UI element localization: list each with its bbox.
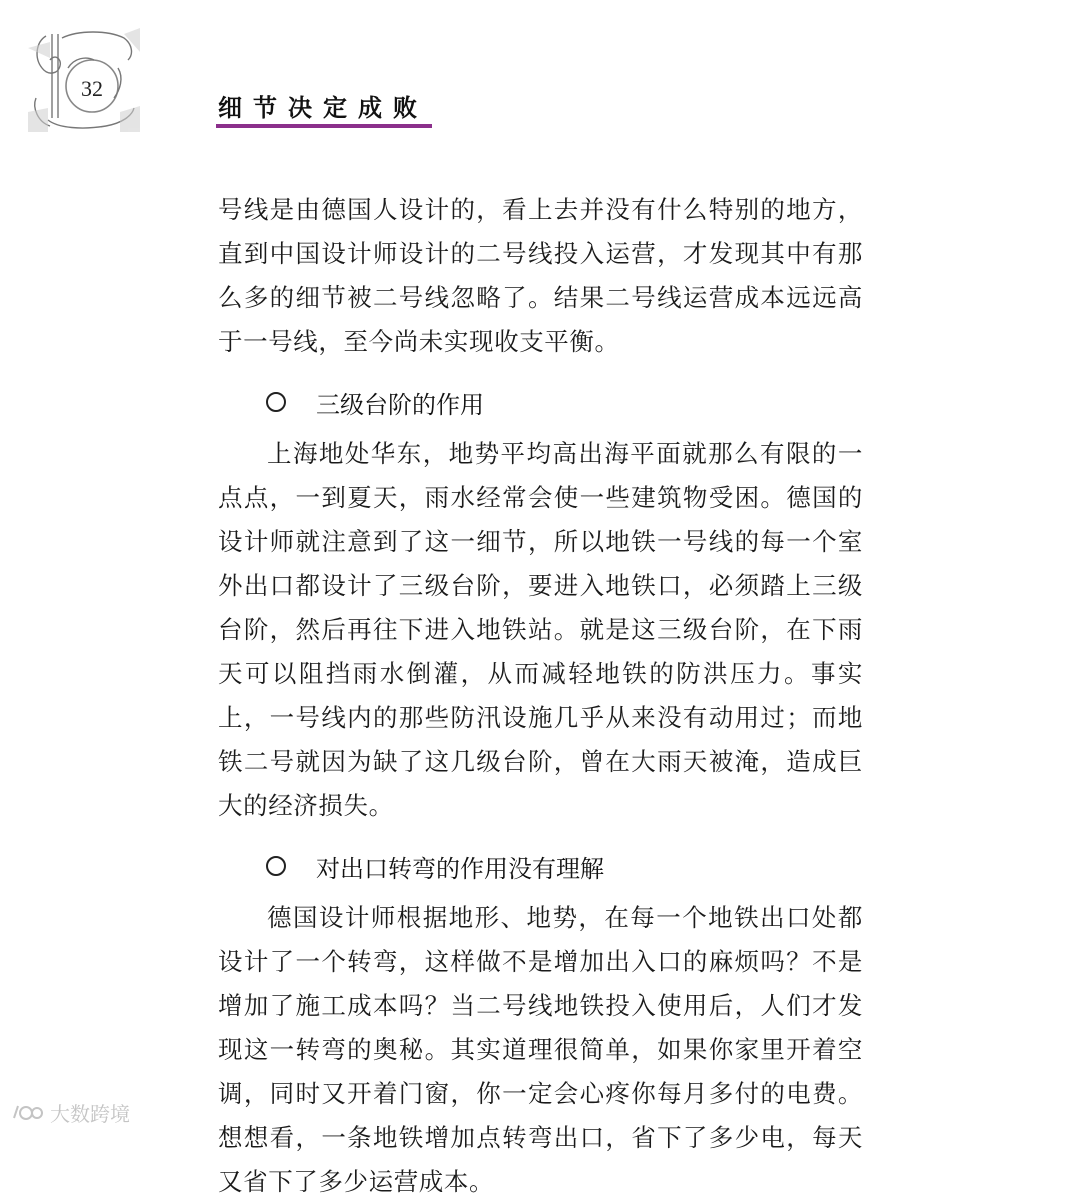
circle-bullet-icon [266, 856, 286, 876]
section-heading-steps [218, 374, 863, 430]
section-heading-text: 三级台阶的作用 [316, 390, 484, 419]
logo-icon [10, 1102, 44, 1124]
page-number: 32 [81, 76, 103, 101]
section-heading-turn [218, 838, 863, 894]
circle-bullet-icon [266, 392, 286, 412]
paragraph-continued: 号线是由德国人设计的，看上去并没有什么特别的地方，直到中国设计师设计的二号线投入运营，才发现其中有那么多的细节被二号线忽略了。结果二号线运营成本远远高于一号线，至今尚未实现收支平衡。 [218, 195, 863, 356]
header-rule [216, 124, 432, 128]
running-header-title: 细节决定成败 [218, 94, 428, 122]
paragraph-turn: 德国设计师根据地形、地势，在每一个地铁出口处都设计了一个转弯，这样做不是增加出入口的麻烦吗？不是增加了施工成本吗？当二号线地铁投入使用后，人们才发现这一转弯的奥秘。其实道理很简单，如果你家里开着空调，同时又开着门窗，你一定会心疼你每月多付的电费。想想看，一条地铁增加点转弯出口，省下了多少电，每天又省下了多少运营成本。 [218, 903, 863, 1196]
watermark-text: 大数跨境 [50, 1102, 130, 1126]
page-body [218, 188, 863, 1204]
section-heading-text: 对出口转弯的作用没有理解 [316, 854, 604, 883]
paragraph-steps: 上海地处华东，地势平均高出海平面就那么有限的一点点，一到夏天，雨水经常会使一些建筑物受困。德国的设计师就注意到了这一细节，所以地铁一号线的每一个室外出口都设计了三级台阶，要进入地铁口，必须踏上三级台阶，然后再往下进入地铁站。就是这三级台阶，在下雨天可以阻挡雨水倒灌，从而减轻地铁的防洪压力。事实上，一号线内的那些防汛设施几乎从来没有动用过；而地铁二号就因为缺了这几级台阶，曾在大雨天被淹，造成巨大的经济损失。 [218, 439, 863, 820]
watermark [10, 1098, 130, 1127]
